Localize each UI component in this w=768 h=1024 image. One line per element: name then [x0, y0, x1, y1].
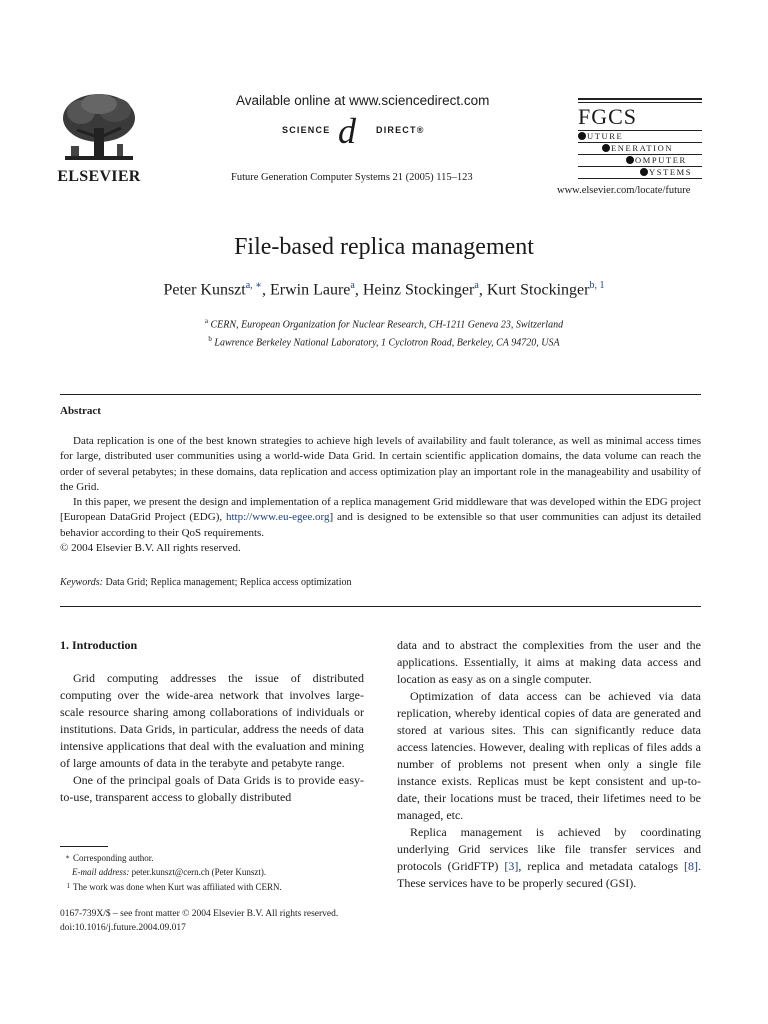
abstract-copyright: © 2004 Elsevier B.V. All rights reserved.	[60, 542, 241, 555]
section-heading: 1. Introduction	[60, 638, 138, 652]
issn-line: 0167-739X/$ – see front matter © 2004 Elsevier B.V. All rights reserved.	[60, 909, 339, 919]
divider-rule	[60, 606, 701, 607]
fgcs-top-rule-thin	[578, 102, 702, 103]
circle-f-icon	[578, 132, 586, 140]
body-paragraph: data and to abstract the complexities from the user and the applications. Essentially, it aims at making data access and location as easy as on a single computer.	[397, 638, 701, 686]
footnotes	[65, 850, 282, 894]
reference-link[interactable]: [3]	[504, 859, 519, 873]
keywords-label: Keywords:	[60, 577, 103, 588]
egee-link[interactable]: http://www.eu-egee.org	[225, 511, 330, 524]
sciencedirect-logo	[266, 113, 456, 153]
affiliation-a: $^a$ CERN, European Organization for Nuclear Research, CH-1211 Geneva 23, Switzerland	[204, 317, 564, 331]
body-paragraph: One of the principal goals of Data Grids is to provide easy-to-use, transparent access to globally distributed	[60, 773, 364, 804]
circle-c-icon	[626, 156, 634, 164]
abstract-heading: Abstract	[60, 405, 101, 417]
sd-left-text: SCIENCE	[282, 125, 331, 135]
author-list: Peter Kunszt$^{a, ∗}$, Erwin Laure$^a$, Heinz Stockinger$^a$, Kurt Stockinger$^{b, 1}$	[163, 280, 605, 299]
fgcs-word-generation: ENERATION	[578, 143, 702, 154]
imprint	[60, 907, 338, 935]
fgcs-word-future: UTURE	[578, 131, 702, 142]
author-affil-mark[interactable]: a	[474, 280, 479, 291]
footnote-email: E-mail address: peter.kunszt@cern.ch (Peter Kunszt).	[72, 867, 267, 877]
author-affil-mark[interactable]: b, 1	[589, 280, 605, 291]
footnote-corresponding: ∗ Corresponding author.	[65, 853, 154, 863]
left-column	[60, 637, 364, 806]
circle-g-icon	[602, 144, 610, 152]
author-name: Erwin Laure	[269, 281, 351, 299]
reference-link[interactable]: [8]	[684, 859, 699, 873]
author-affil-mark[interactable]: a, ∗	[245, 280, 262, 291]
sd-d-icon: d	[338, 111, 356, 151]
journal-citation: Future Generation Computer Systems 21 (2005) 115–123	[231, 172, 473, 183]
affiliation-b: $^b$ Lawrence Berkeley National Laboratory, 1 Cyclotron Road, Berkeley, CA 94720, USA	[208, 335, 560, 349]
divider-rule	[60, 394, 701, 395]
doi-line: doi:10.1016/j.future.2004.09.017	[60, 923, 186, 933]
abstract-paragraph: In this paper, we present the design and implementation of a replica management Grid middleware that was developed within the EDG project [European DataGrid Project (EDG), http://www.eu-egee.org] and is designed to be extensible so that user communities can adjust its detailed behavior according to their QoS requirements.	[60, 496, 701, 539]
keywords-text: Data Grid; Replica management; Replica access optimization	[105, 577, 352, 588]
fgcs-title: FGCS	[578, 104, 638, 129]
journal-url: www.elsevier.com/locate/future	[557, 185, 691, 196]
available-online-text: Available online at www.sciencedirect.com	[236, 93, 490, 108]
footnote-1: 1 The work was done when Kurt was affiliated with CERN.	[66, 882, 282, 892]
paper-title: File-based replica management	[234, 234, 534, 260]
right-column	[397, 637, 701, 892]
sd-right-text: DIRECT®	[376, 125, 425, 135]
footnote-rule	[60, 846, 108, 847]
fgcs-word-systems: YSTEMS	[578, 167, 702, 178]
fgcs-rule	[578, 178, 702, 179]
body-paragraph: Replica management is achieved by coordinating underlying Grid services like file transfer services and protocols (GridFTP) [3], replica and metadata catalogs [8]. These services have to be properly secured (GSI).	[397, 825, 702, 890]
keywords	[60, 577, 352, 588]
body-paragraph: Optimization of data access can be achieved via data replication, whereby identical copies of data are generated and stored at various sites. This can significantly reduce data access latencies. However, dealing with replicas of files adds a number of problems not present when only a single file instance exists. Replicas must be kept consistent and up-to-date, their locations must be traced, their lifetimes need to be managed, etc.	[397, 689, 701, 822]
publisher-name: ELSEVIER	[57, 168, 141, 185]
circle-s-icon	[640, 168, 648, 176]
elsevier-logo	[56, 92, 142, 187]
body-paragraph: Grid computing addresses the issue of distributed computing over the wide-area network that involves large-scale resource sharing among collaborations of individuals or institutions. Data Grids, in particular, address the needs of data intensive applications that deal with the evaluation and mining of large amounts of data in the terabyte and petabyte range.	[60, 671, 364, 770]
author-name: Peter Kunszt	[163, 281, 246, 299]
author-name: Heinz Stockinger	[362, 281, 475, 299]
fgcs-top-rule	[578, 98, 702, 100]
author-affil-mark[interactable]: a	[350, 280, 355, 291]
abstract-paragraph: Data replication is one of the best known strategies to achieve high levels of availability and fault tolerance, as well as minimal access times for large, distributed user communities using a world-wide Data Grid. In certain scientific application domains, the data volume can reach the order of several petabytes; in these domains, data replication and access optimization play an important role in the manageability and usability of the Grid.	[60, 435, 701, 493]
author-name: Kurt Stockinger	[486, 281, 590, 299]
elsevier-tree-icon	[59, 92, 139, 166]
fgcs-logo	[578, 98, 702, 179]
abstract-body	[60, 434, 701, 556]
fgcs-word-computer: OMPUTER	[578, 155, 702, 166]
affiliations	[0, 314, 768, 351]
